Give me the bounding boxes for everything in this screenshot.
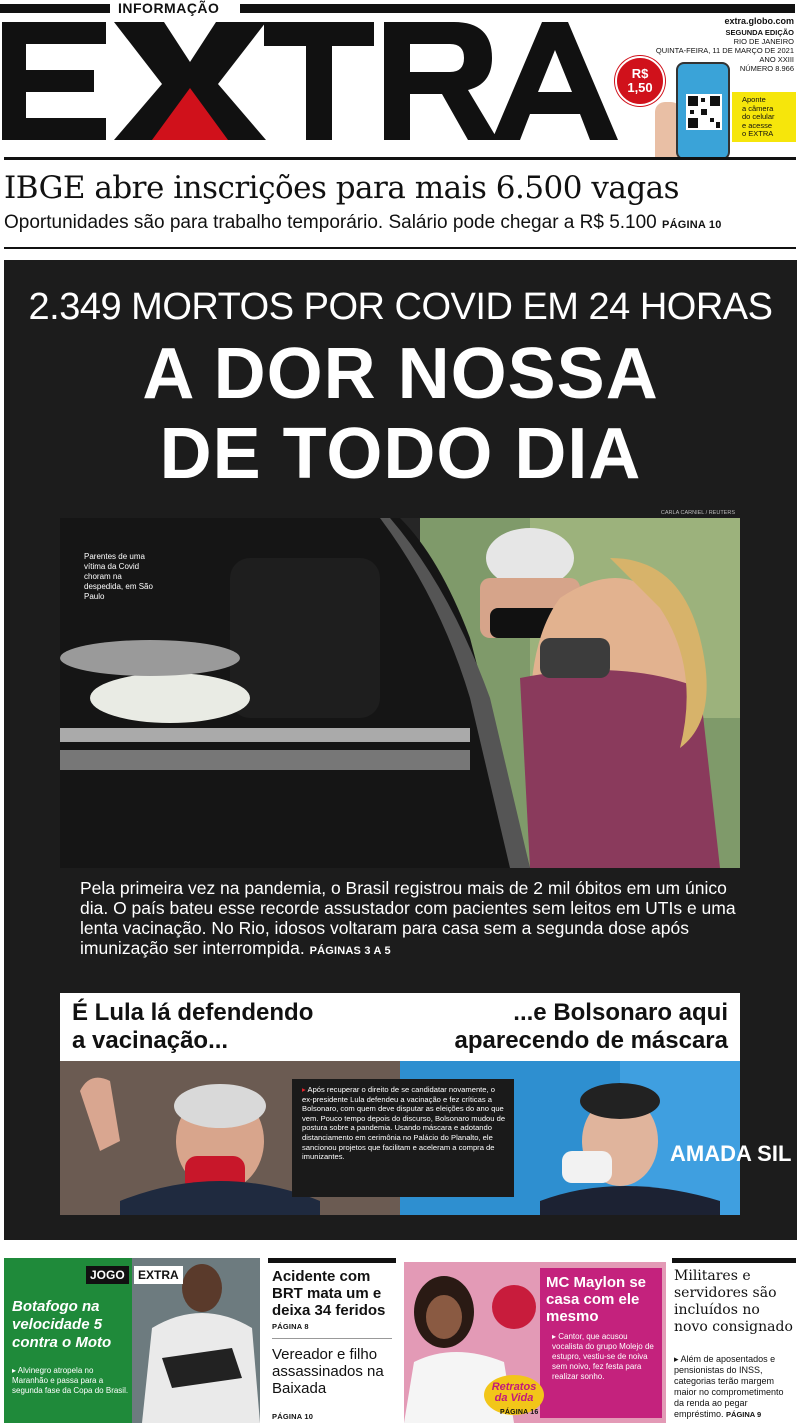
qr-prompt-line: o EXTRA xyxy=(742,129,774,138)
edition-number: NÚMERO 8.966 xyxy=(739,64,794,73)
bolsonaro-headline xyxy=(455,999,728,1055)
topbar-rule-left xyxy=(0,4,110,13)
site-url[interactable]: extra.globo.com xyxy=(724,16,794,26)
military-title: Militares e servidores são incluídos no novo consignado xyxy=(674,1268,793,1335)
brt-headline[interactable]: Acidente com BRT mata um e deixa 34 feridos xyxy=(272,1268,386,1319)
celebrity-text-body: Cantor, que acusou vocalista do grupo Molejo de estupro, vestiu-se de noiva sem noivo, fez festa para realizar sonho. xyxy=(552,1332,654,1381)
info-label: INFORMAÇÃO xyxy=(118,0,220,16)
main-story xyxy=(4,260,797,1240)
politics-box xyxy=(292,1079,514,1197)
politics-panel[interactable] xyxy=(60,993,792,1215)
masthead-topbar xyxy=(0,0,800,16)
background-sign-text: AMADA SIL xyxy=(670,1141,792,1166)
celebrity-text xyxy=(552,1332,660,1382)
news-top-rule xyxy=(268,1258,396,1263)
celebrity-page-ref: PÁGINA 16 xyxy=(500,1409,539,1416)
lede-page-ref: PÁGINAS 3 A 5 xyxy=(309,945,391,957)
bullet-triangle-icon: ▸ xyxy=(552,1332,559,1341)
headline-line-1: A DOR NOSSA xyxy=(142,334,659,414)
photo-credit: CARLA CARNIEL / REUTERS xyxy=(660,510,735,516)
sports-text-body: Alvinegro atropela no Maranhão e passa para a segunda fase da Copa do Brasil. xyxy=(12,1366,129,1395)
military-teaser[interactable] xyxy=(672,1258,796,1423)
main-headline[interactable] xyxy=(4,334,797,494)
edition-year: ANO XXIII xyxy=(759,55,794,64)
military-text xyxy=(674,1354,796,1420)
ibge-page-ref: PÁGINA 10 xyxy=(662,219,722,231)
qr-prompt-line: do celular xyxy=(742,112,775,121)
qr-prompt-line: a câmera xyxy=(742,103,774,113)
extra-logo[interactable] xyxy=(2,22,642,142)
news-column xyxy=(268,1258,396,1423)
phone-qr-graphic xyxy=(676,62,730,160)
ibge-divider xyxy=(4,247,796,249)
sports-text xyxy=(12,1366,130,1396)
lula-headline-line: a vacinação... xyxy=(72,1027,229,1054)
lula-headline xyxy=(72,999,313,1055)
bolsonaro-headline-line: ...e Bolsonaro aqui xyxy=(513,999,728,1026)
price-badge xyxy=(615,56,665,106)
bullet-triangle-icon: ▸ xyxy=(674,1354,681,1364)
celebrity-title: MC Maylon se casa com ele mesmo xyxy=(546,1274,647,1325)
lula-headline-line: É Lula lá defendendo xyxy=(72,999,314,1026)
lede-text: Pela primeira vez na pandemia, o Brasil registrou mais de 2 mil óbitos em um único dia. O país bateu esse recorde assustador com pacientes sem leitos em UTIs e uma lenta vacinação. No Rio, idosos voltaram para casa sem a segunda dose após imunização ser interrompida. xyxy=(80,878,736,958)
celebrity-teaser[interactable] xyxy=(404,1262,666,1423)
masthead-divider xyxy=(4,157,796,160)
military-top-rule xyxy=(672,1258,796,1263)
price-value: 1,50 xyxy=(627,80,653,95)
qr-prompt-line: Aponte xyxy=(742,95,766,104)
photo-caption: Parentes de uma vítima da Covid choram na despedida, em São Paulo xyxy=(84,552,153,601)
bolsonaro-headline-line: aparecendo de máscara xyxy=(454,1027,728,1054)
brt-page-ref: PÁGINA 8 xyxy=(272,1322,309,1331)
qr-code-icon[interactable] xyxy=(686,94,722,130)
edition-date: QUINTA-FEIRA, 11 DE MARÇO DE 2021 xyxy=(655,46,794,55)
military-text-body: Além de aposentados e pensionistas do INSS, categorias terão margem maior no comprometimento da renda ao pegar empréstimo. xyxy=(674,1354,784,1419)
ibge-subheadline xyxy=(4,212,722,234)
main-lede xyxy=(80,878,740,961)
news-separator xyxy=(272,1338,392,1339)
vereador-page-ref: PÁGINA 10 xyxy=(272,1412,314,1421)
edition-label: SEGUNDA EDIÇÃO xyxy=(725,28,794,37)
tag-extra: EXTRA xyxy=(134,1266,183,1284)
topbar-rule-right xyxy=(240,4,795,13)
qr-prompt-box xyxy=(732,92,796,142)
main-photo[interactable] xyxy=(60,518,740,868)
military-page-ref: PÁGINA 9 xyxy=(726,1410,762,1419)
retratos-badge: Retratos da Vida xyxy=(484,1375,544,1415)
tag-jogo: JOGO xyxy=(86,1266,129,1284)
headline-line-2: DE TODO DIA xyxy=(159,414,642,494)
main-kicker: 2.349 MORTOS POR COVID EM 24 HORAS xyxy=(28,286,773,328)
price-currency: R$ xyxy=(631,66,649,81)
ibge-subtitle: Oportunidades são para trabalho temporário. Salário pode chegar a R$ 5.100 xyxy=(4,212,657,233)
bullet-triangle-icon: ▸ xyxy=(12,1366,18,1375)
bullet-triangle-icon: ▸ xyxy=(302,1085,306,1094)
vereador-headline[interactable]: Vereador e filho assassinados na Baixada xyxy=(272,1346,384,1397)
politics-box-text: Após recuperar o direito de se candidatar novamente, o ex-presidente Lula defendeu a vacinação e fez críticas a Bolsonaro, com quem deve disputar as eleições do ano que vem. Pouco tempo depois do discurso, Bolsonaro mudou de postura sobre a pandemia. Usando máscara e adotando distanciamento em cerimônia no Palácio do Planalto, ele sancionou projetos que facilitam e aceleram a compra de imunizantes. xyxy=(302,1085,506,1162)
ibge-headline[interactable]: IBGE abre inscrições para mais 6.500 vagas xyxy=(4,170,680,206)
sports-teaser[interactable] xyxy=(4,1258,260,1423)
edition-city: RIO DE JANEIRO xyxy=(733,37,794,46)
sports-title: Botafogo na velocidade 5 contra o Moto xyxy=(12,1298,112,1351)
qr-prompt-line: e acesse xyxy=(742,120,773,130)
